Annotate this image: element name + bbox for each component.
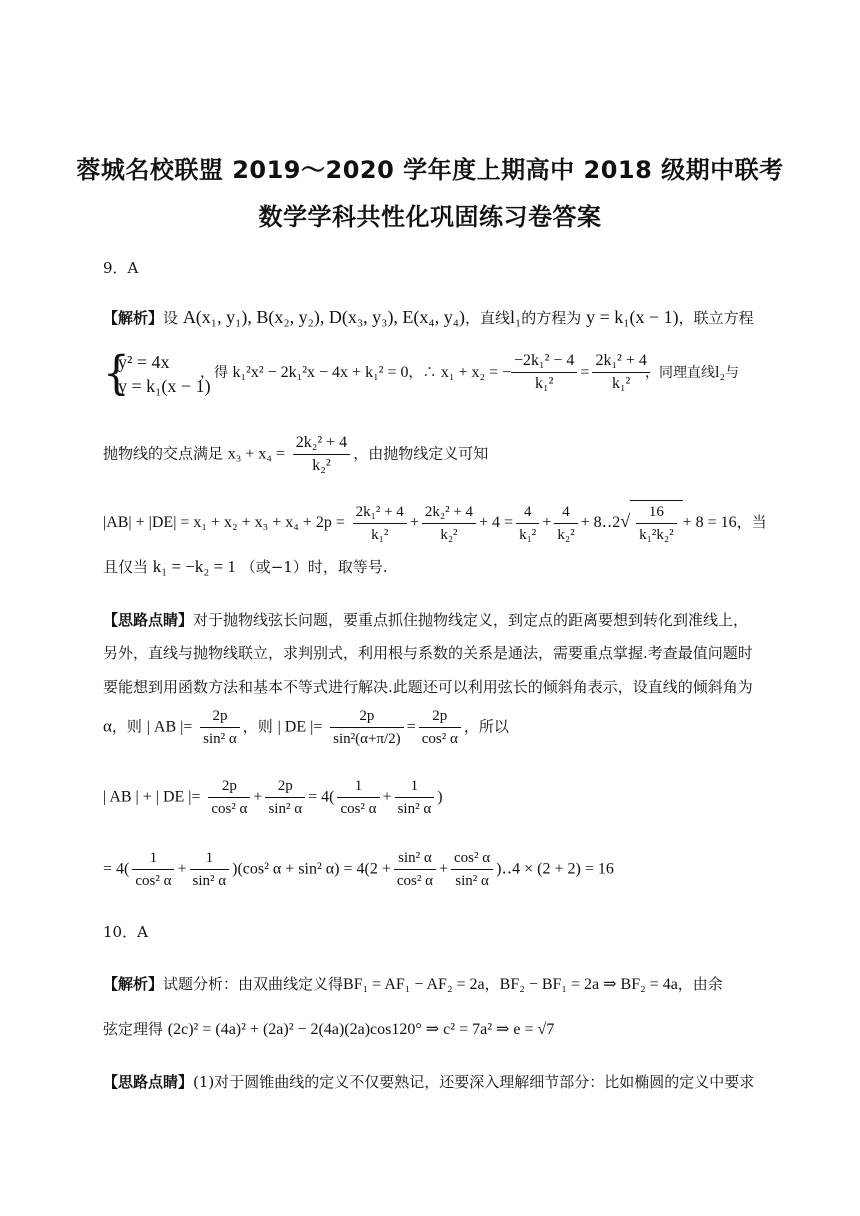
analysis-intro: 设 xyxy=(163,309,179,327)
q9-long-equation: |AB| + |DE| = x₁ + x₂ + x₃ + x₄ + 2p = $\frac{\text{2k₁² + 4}}{\text{k₁²}}$ + $\frac{\text{2k₂² + 4}}{\text{k₂²}}$ + 4 = $\frac{4}{\text{k₁²}}$ + $\frac{4}{\text{k₂²}}$ + 8‥2√ $\frac{16}{\text{k₁²k₂²}}$ + 8 = 16，当 xyxy=(103,500,763,546)
close-paren: ) xyxy=(437,788,443,806)
line-l2: l₂ xyxy=(715,364,726,381)
frac-den: k₁² xyxy=(371,526,389,543)
q9-tips-line3: 要能想到用函数方法和基本不等式进行解决.此题还可以利用弦长的倾斜角表示，设直线的倾斜角为 xyxy=(103,678,753,696)
quadratic-equation: k₁²x² − 2k₁²x − 4x + k₁² = 0 xyxy=(232,364,409,381)
analysis-label: 【解析】 xyxy=(103,975,164,993)
line-l1: l₁ xyxy=(509,307,522,327)
frac-num: 1 xyxy=(337,775,379,798)
q10-analysis-line2 xyxy=(103,1018,763,1041)
q9-same-text xyxy=(645,362,765,384)
frac-num: 16 xyxy=(636,501,676,524)
frac-num: 2p xyxy=(419,705,461,728)
tips-label: 【思路点睛】 xyxy=(103,611,194,629)
frac1: $\frac{\text{−2k₁² − 4}}{\text{k₁²}}$ = $\frac{\text{2k₁² + 4}}{\text{k₁²}}$ xyxy=(508,350,653,395)
condition-eq: k₁ = −k₂ = 1 xyxy=(152,557,236,576)
text: (1)对于圆锥曲线的定义不仅要熟记，还要深入理解细节部分：比如椭圆的定义中要求 xyxy=(193,1073,755,1091)
line-equation: y = k₁(x − 1) xyxy=(586,307,679,327)
last-start: = 4( xyxy=(103,860,130,878)
q10-analysis-line1 xyxy=(103,973,763,996)
frac-den: cos² α xyxy=(211,801,248,817)
points-expression: A(x₁, y₁), B(x₂, y₂), D(x₃, y₃), E(x₄, y₄) xyxy=(182,307,465,327)
text: ，则 xyxy=(111,717,142,736)
last-mid: )(cos² α + sin² α) = 4(2 + xyxy=(232,860,391,878)
frac-den: cos² α xyxy=(135,873,172,889)
text: ，由抛物线定义可知 xyxy=(353,444,489,463)
text: 的方程为 xyxy=(521,309,582,327)
text: 且仅当 xyxy=(103,558,149,576)
frac-den: cos² α xyxy=(396,873,433,889)
frac-den: k₁² xyxy=(535,375,554,392)
de-lhs: | DE |= xyxy=(277,718,323,736)
q9-tips-line2: 另外，直线与抛物线联立，求判别式，利用根与系数的关系是通法，需要重点掌握.考查最值问题时 xyxy=(103,644,753,662)
text: ，直线 xyxy=(464,309,510,327)
eq4: = 4( xyxy=(308,788,335,806)
frac-num: 2p xyxy=(265,775,305,798)
text: 试题分析：由双曲线定义得 xyxy=(163,975,344,993)
text: ，∴ xyxy=(408,365,437,381)
text: ，同理直线 xyxy=(645,365,715,381)
system-brace: { xyxy=(103,345,130,400)
frac-num: 4 xyxy=(516,501,539,524)
frac-den: k₁²k₂² xyxy=(639,527,674,543)
q9-last-line: = 4( $\frac{1}{\text{cos² α}}$ + $\frac{1}{\text{sin² α}}$ )(cos² α + sin² α) = 4(2 + $\frac{\text{sin² α}}{\text{cos² α}}$ + $\frac{\text{cos² α}}{\text{sin² α}}$ )‥4 × (2 + 2) = 16 xyxy=(103,847,763,892)
analysis-label: 【解析】 xyxy=(103,309,164,327)
text: ，当 xyxy=(736,513,767,531)
frac-num: 2k₂² + 4 xyxy=(422,501,476,524)
frac-den: cos² α xyxy=(340,801,377,817)
page-title-line1: 蓉城名校联盟 2019～2020 学年度上期高中 2018 级期中联考 xyxy=(76,156,784,184)
frac-num: 2k₁² + 4 xyxy=(592,350,649,373)
frac-num: 4 xyxy=(554,501,577,524)
frac-num: 2k₂² + 4 xyxy=(293,432,350,455)
text: （或−1）时，取等号. xyxy=(240,558,388,576)
frac-num: 2p xyxy=(200,705,240,728)
eq3: (2c)² = (4a)² + (2a)² − 2(4a)(2a)cos120° ⇒ c² = 7a² ⇒ e = √7 xyxy=(167,1021,555,1038)
plus4: + 4 = xyxy=(479,514,514,531)
system-eq1: y² = 4x xyxy=(118,352,170,372)
q9-condition xyxy=(103,556,763,578)
sep: ， xyxy=(484,975,500,993)
tips-label: 【思路点睛】 xyxy=(103,1073,194,1091)
sum-lhs: x₁ + x₂ = − xyxy=(440,364,512,381)
frac-den: k₂² xyxy=(440,526,458,543)
q10-tips-line xyxy=(103,1071,763,1093)
alpha: α xyxy=(103,716,112,736)
q9-analysis-line1 xyxy=(103,306,763,329)
frac-num: 1 xyxy=(190,847,230,870)
frac-den: sin² α xyxy=(455,873,489,889)
frac-num: 1 xyxy=(132,847,174,870)
frac-num: 1 xyxy=(395,775,435,798)
text: 弦定理得 xyxy=(103,1020,164,1038)
text: 对于抛物线弦长问题，要重点抓住抛物线定义，到定点的距离要想到转化到准线上， xyxy=(193,611,749,629)
plus8: + 8‥2 xyxy=(580,514,621,531)
sum34-lhs: x₃ + x₄ = xyxy=(227,445,285,463)
page-title-line2: 数学学科共性化巩固练习卷答案 xyxy=(258,203,602,231)
frac-num: sin² α xyxy=(394,847,436,870)
frac-num: 2k₁² + 4 xyxy=(353,501,407,524)
system-eq2: y = k₁(x − 1) xyxy=(118,376,211,396)
eq1: BF₁ = AF₁ − AF₂ = 2a xyxy=(343,976,485,993)
frac-den: k₁² xyxy=(611,375,631,392)
equation-system xyxy=(118,350,211,398)
frac-den: k₁² xyxy=(519,526,537,543)
frac-den: sin²(α+π/2) xyxy=(333,731,401,747)
eq-end: + 8 = 16 xyxy=(682,514,737,531)
frac-den: cos² α xyxy=(421,731,458,747)
text: ，得 xyxy=(200,365,228,381)
q9-tips-line1 xyxy=(103,609,763,631)
frac-den: sin² α xyxy=(203,731,237,747)
text: ，联立方程 xyxy=(678,309,754,327)
ab-lhs: | AB |= xyxy=(146,718,193,736)
frac-den: k₂² xyxy=(312,457,331,474)
frac-den: sin² α xyxy=(397,801,432,817)
text: ，所以 xyxy=(463,717,509,736)
long-eq-lhs: |AB| + |DE| = x₁ + x₂ + x₃ + x₄ + 2p = xyxy=(103,514,345,531)
text: 与 xyxy=(725,365,740,381)
eq2: BF₂ − BF₁ = 2a ⇒ BF₂ = 4a xyxy=(499,976,678,993)
frac-num: −2k₁² − 4 xyxy=(511,350,577,373)
q9-alpha-line: α，则 | AB |= $\frac{2p}{\text{sin² α}}$ ，则 | DE |= $\frac{2p}{\text{sin²(α+π/2)}}$ = $\frac{2p}{\text{cos² α}}$ ，所以 xyxy=(103,705,763,750)
text: ，由余 xyxy=(677,975,723,993)
q9-sum-line: | AB | + | DE |= $\frac{2p}{\text{cos² α}}$ + $\frac{2p}{\text{sin² α}}$ = 4( $\frac{1}{\text{cos² α}}$ + $\frac{1}{\text{sin² α}}$ ) xyxy=(103,775,763,820)
last-end: )‥4 × (2 + 2) = 16 xyxy=(496,860,614,878)
frac-num: cos² α xyxy=(451,847,493,870)
q10-number: 10．A xyxy=(103,923,148,941)
frac-den: sin² α xyxy=(268,801,303,817)
sum-lhs2: | AB | + | DE |= xyxy=(103,788,201,806)
q9-analysis-line3 xyxy=(103,432,763,477)
frac-num: 2p xyxy=(330,705,404,728)
text: 抛物线的交点满足 xyxy=(103,444,224,463)
frac-den: sin² α xyxy=(192,873,227,889)
q9-number: 9．A xyxy=(103,259,139,277)
frac-num: 2p xyxy=(208,775,250,798)
text: ，则 xyxy=(242,717,273,736)
frac-den: k₂² xyxy=(557,526,575,543)
